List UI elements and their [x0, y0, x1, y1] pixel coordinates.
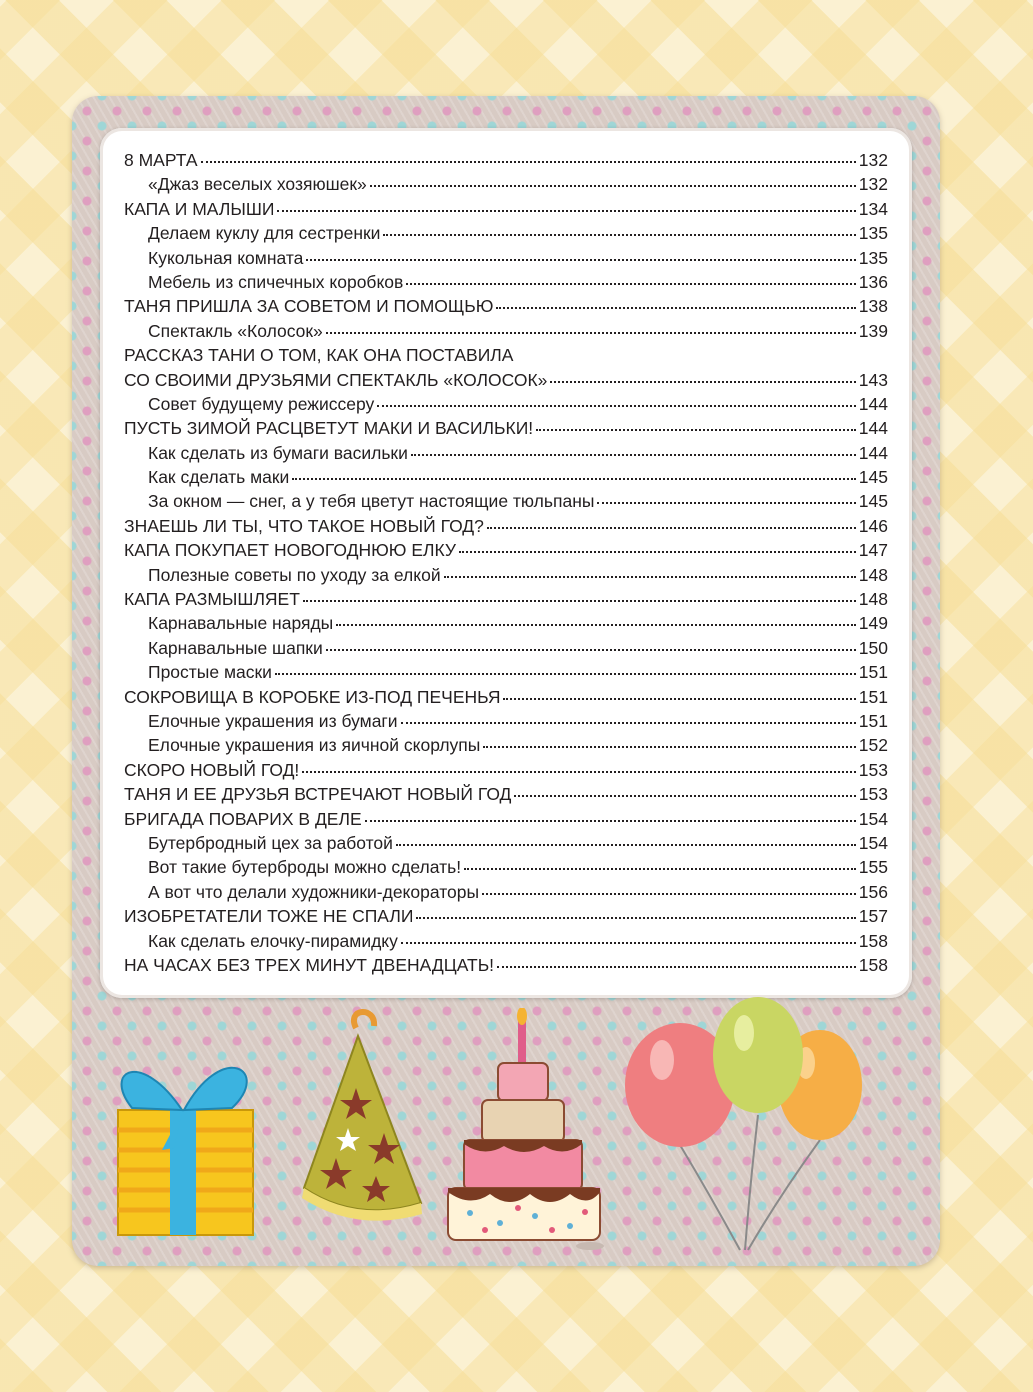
toc-entry-title: Полезные советы по уходу за елкой — [148, 564, 441, 585]
toc-entry-page: 158 — [858, 954, 888, 975]
toc-entry-title: БРИГАДА ПОВАРИХ В ДЕЛЕ — [124, 808, 362, 829]
toc-subentry[interactable] — [124, 638, 888, 662]
toc-entry-title: Как сделать из бумаги васильки — [148, 442, 408, 463]
toc-entry-title: Спектакль «Колосок» — [148, 320, 323, 341]
toc-entry-page: 146 — [858, 515, 888, 536]
toc-entry-page: 132 — [858, 174, 888, 195]
dot-leader — [336, 624, 856, 626]
toc-entry-page: 145 — [858, 467, 888, 488]
toc-entry-page: 138 — [858, 296, 888, 317]
dot-leader — [326, 649, 856, 651]
toc-entry-title: КАПА РАЗМЫШЛЯЕТ — [124, 589, 300, 610]
toc-entry-page: 151 — [858, 710, 888, 731]
toc-entry-page: 148 — [858, 589, 888, 610]
toc-entry-page: 135 — [858, 223, 888, 244]
toc-entry[interactable] — [124, 687, 888, 711]
toc-entry-title: ПУСТЬ ЗИМОЙ РАСЦВЕТУТ МАКИ И ВАСИЛЬКИ! — [124, 418, 534, 439]
toc-entry-title: ТАНЯ И ЕЕ ДРУЗЬЯ ВСТРЕЧАЮТ НОВЫЙ ГОД — [124, 784, 512, 805]
toc-subentry[interactable] — [124, 491, 888, 515]
toc-entry-title: КАПА ПОКУПАЕТ НОВОГОДНЮЮ ЕЛКУ — [124, 540, 457, 561]
dot-leader — [411, 454, 856, 456]
toc-subentry[interactable] — [124, 223, 888, 247]
dot-leader — [201, 161, 856, 163]
toc-entry-page: 153 — [858, 784, 888, 805]
toc-entry[interactable] — [124, 345, 888, 369]
toc-entry-page: 150 — [858, 637, 888, 658]
dot-leader — [503, 698, 855, 700]
toc-entry-page: 152 — [858, 735, 888, 756]
dot-leader — [464, 868, 856, 870]
toc-entry-title: А вот что делали художники-декораторы — [148, 881, 480, 902]
dot-leader — [370, 185, 856, 187]
toc-entry-title: Кукольная комната — [148, 247, 304, 268]
toc-subentry[interactable] — [124, 735, 888, 759]
balloons-icon — [620, 995, 890, 1260]
toc-entry-page: 153 — [858, 759, 888, 780]
toc-subentry[interactable] — [124, 272, 888, 296]
toc-entry-title: Совет будущему режиссеру — [148, 393, 375, 414]
toc-subentry[interactable] — [124, 467, 888, 491]
toc-subentry[interactable] — [124, 882, 888, 906]
toc-entry[interactable] — [124, 589, 888, 613]
toc-entry-title: За окном — снег, а у тебя цветут настоящие тюльпаны — [148, 491, 595, 512]
table-of-contents-card — [100, 128, 912, 998]
toc-entry-title: Как сделать елочку-пирамидку — [148, 930, 398, 951]
toc-entry[interactable] — [124, 906, 888, 930]
dot-leader — [483, 746, 855, 748]
dot-leader — [303, 600, 856, 602]
toc-entry-title: 8 МАРТА — [124, 150, 198, 170]
toc-entry-page: 143 — [858, 369, 888, 390]
dot-leader — [416, 917, 855, 919]
toc-entry[interactable] — [124, 199, 888, 223]
toc-entry-title: ЗНАЕШЬ ЛИ ТЫ, ЧТО ТАКОЕ НОВЫЙ ГОД? — [124, 515, 484, 536]
toc-entry-page: 156 — [858, 881, 888, 902]
toc-entry-title: КАПА И МАЛЫШИ — [124, 198, 275, 219]
toc-entry-title: НА ЧАСАХ БЕЗ ТРЕХ МИНУТ ДВЕНАДЦАТЬ! — [124, 954, 495, 975]
dot-leader — [292, 478, 855, 480]
toc-entry-title: Вот такие бутерброды можно сделать! — [148, 857, 462, 878]
toc-subentry[interactable] — [124, 613, 888, 637]
toc-entry[interactable] — [124, 150, 888, 174]
toc-entry-page: 154 — [858, 832, 888, 853]
table-of-contents-list — [124, 150, 888, 979]
toc-subentry[interactable] — [124, 394, 888, 418]
toc-entry-page: 135 — [858, 247, 888, 268]
dot-leader — [487, 527, 856, 529]
toc-entry-title: Мебель из спичечных коробков — [148, 271, 404, 292]
toc-entry[interactable] — [124, 370, 888, 394]
toc-entry-title: Карнавальные наряды — [148, 613, 334, 634]
toc-entry-title: Елочные украшения из яичной скорлупы — [148, 735, 481, 756]
toc-entry[interactable] — [124, 955, 888, 979]
toc-entry[interactable] — [124, 809, 888, 833]
toc-entry-page: 148 — [858, 564, 888, 585]
gift-box-icon — [102, 1030, 272, 1245]
toc-entry[interactable] — [124, 516, 888, 540]
toc-entry-page: 144 — [858, 442, 888, 463]
toc-entry[interactable] — [124, 784, 888, 808]
dot-leader — [597, 502, 855, 504]
dot-leader — [277, 210, 855, 212]
toc-subentry[interactable] — [124, 662, 888, 686]
toc-subentry[interactable] — [124, 711, 888, 735]
toc-subentry[interactable] — [124, 321, 888, 345]
dot-leader — [496, 307, 855, 309]
birthday-cake-icon — [440, 1008, 610, 1253]
toc-subentry[interactable] — [124, 565, 888, 589]
toc-entry-title: СОКРОВИЩА В КОРОБКЕ ИЗ-ПОД ПЕЧЕНЬЯ — [124, 686, 501, 707]
dot-leader — [383, 234, 855, 236]
toc-entry-title: ИЗОБРЕТАТЕЛИ ТОЖЕ НЕ СПАЛИ — [124, 906, 414, 927]
toc-subentry[interactable] — [124, 857, 888, 881]
toc-entry-title: СО СВОИМИ ДРУЗЬЯМИ СПЕКТАКЛЬ «КОЛОСОК» — [124, 369, 548, 390]
toc-entry-page: 134 — [858, 198, 888, 219]
toc-entry-page: 136 — [858, 271, 888, 292]
dot-leader — [406, 283, 855, 285]
dot-leader — [550, 381, 855, 383]
dot-leader — [377, 405, 855, 407]
dot-leader — [497, 966, 856, 968]
toc-entry-title: Делаем куклу для сестренки — [148, 223, 381, 244]
toc-entry[interactable] — [124, 540, 888, 564]
toc-entry-page: 155 — [858, 857, 888, 878]
toc-entry-page: 145 — [858, 491, 888, 512]
dot-leader — [482, 893, 856, 895]
toc-entry-page: 132 — [858, 150, 888, 170]
toc-entry-title: РАССКАЗ ТАНИ О ТОМ, КАК ОНА ПОСТАВИЛА — [124, 345, 514, 366]
dot-leader — [536, 429, 856, 431]
toc-entry-title: ТАНЯ ПРИШЛА ЗА СОВЕТОМ И ПОМОЩЬЮ — [124, 296, 494, 317]
toc-entry-page: 149 — [858, 613, 888, 634]
toc-entry-page: 144 — [858, 393, 888, 414]
dot-leader — [275, 673, 856, 675]
toc-entry-title: «Джаз веселых хозяюшек» — [148, 174, 367, 195]
toc-entry-title: Елочные украшения из бумаги — [148, 710, 398, 731]
toc-entry-page: 151 — [858, 662, 888, 683]
toc-entry-page: 144 — [858, 418, 888, 439]
toc-subentry[interactable] — [124, 174, 888, 198]
toc-subentry[interactable] — [124, 931, 888, 955]
toc-entry-page: 157 — [858, 906, 888, 927]
toc-entry-title: СКОРО НОВЫЙ ГОД! — [124, 759, 300, 780]
toc-subentry[interactable] — [124, 248, 888, 272]
dot-leader — [306, 259, 855, 261]
toc-entry-page: 158 — [858, 930, 888, 951]
toc-entry-page: 151 — [858, 686, 888, 707]
toc-entry-title: Как сделать маки — [148, 467, 290, 488]
dot-leader — [514, 795, 855, 797]
toc-entry[interactable] — [124, 418, 888, 442]
dot-leader — [396, 844, 856, 846]
dot-leader — [401, 942, 856, 944]
dot-leader — [401, 722, 856, 724]
toc-entry-page: 154 — [858, 808, 888, 829]
toc-entry[interactable] — [124, 296, 888, 320]
dot-leader — [459, 551, 856, 553]
toc-subentry[interactable] — [124, 833, 888, 857]
party-hat-icon — [296, 1008, 436, 1233]
dot-leader — [302, 771, 855, 773]
dot-leader — [326, 332, 856, 334]
dot-leader — [365, 820, 856, 822]
toc-entry-page: 147 — [858, 540, 888, 561]
dot-leader — [444, 576, 856, 578]
toc-subentry[interactable] — [124, 443, 888, 467]
toc-entry-title: Карнавальные шапки — [148, 637, 323, 658]
toc-entry[interactable] — [124, 760, 888, 784]
toc-entry-page: 139 — [858, 320, 888, 341]
toc-entry-title: Бутербродный цех за работой — [148, 832, 393, 853]
toc-entry-title: Простые маски — [148, 662, 272, 683]
